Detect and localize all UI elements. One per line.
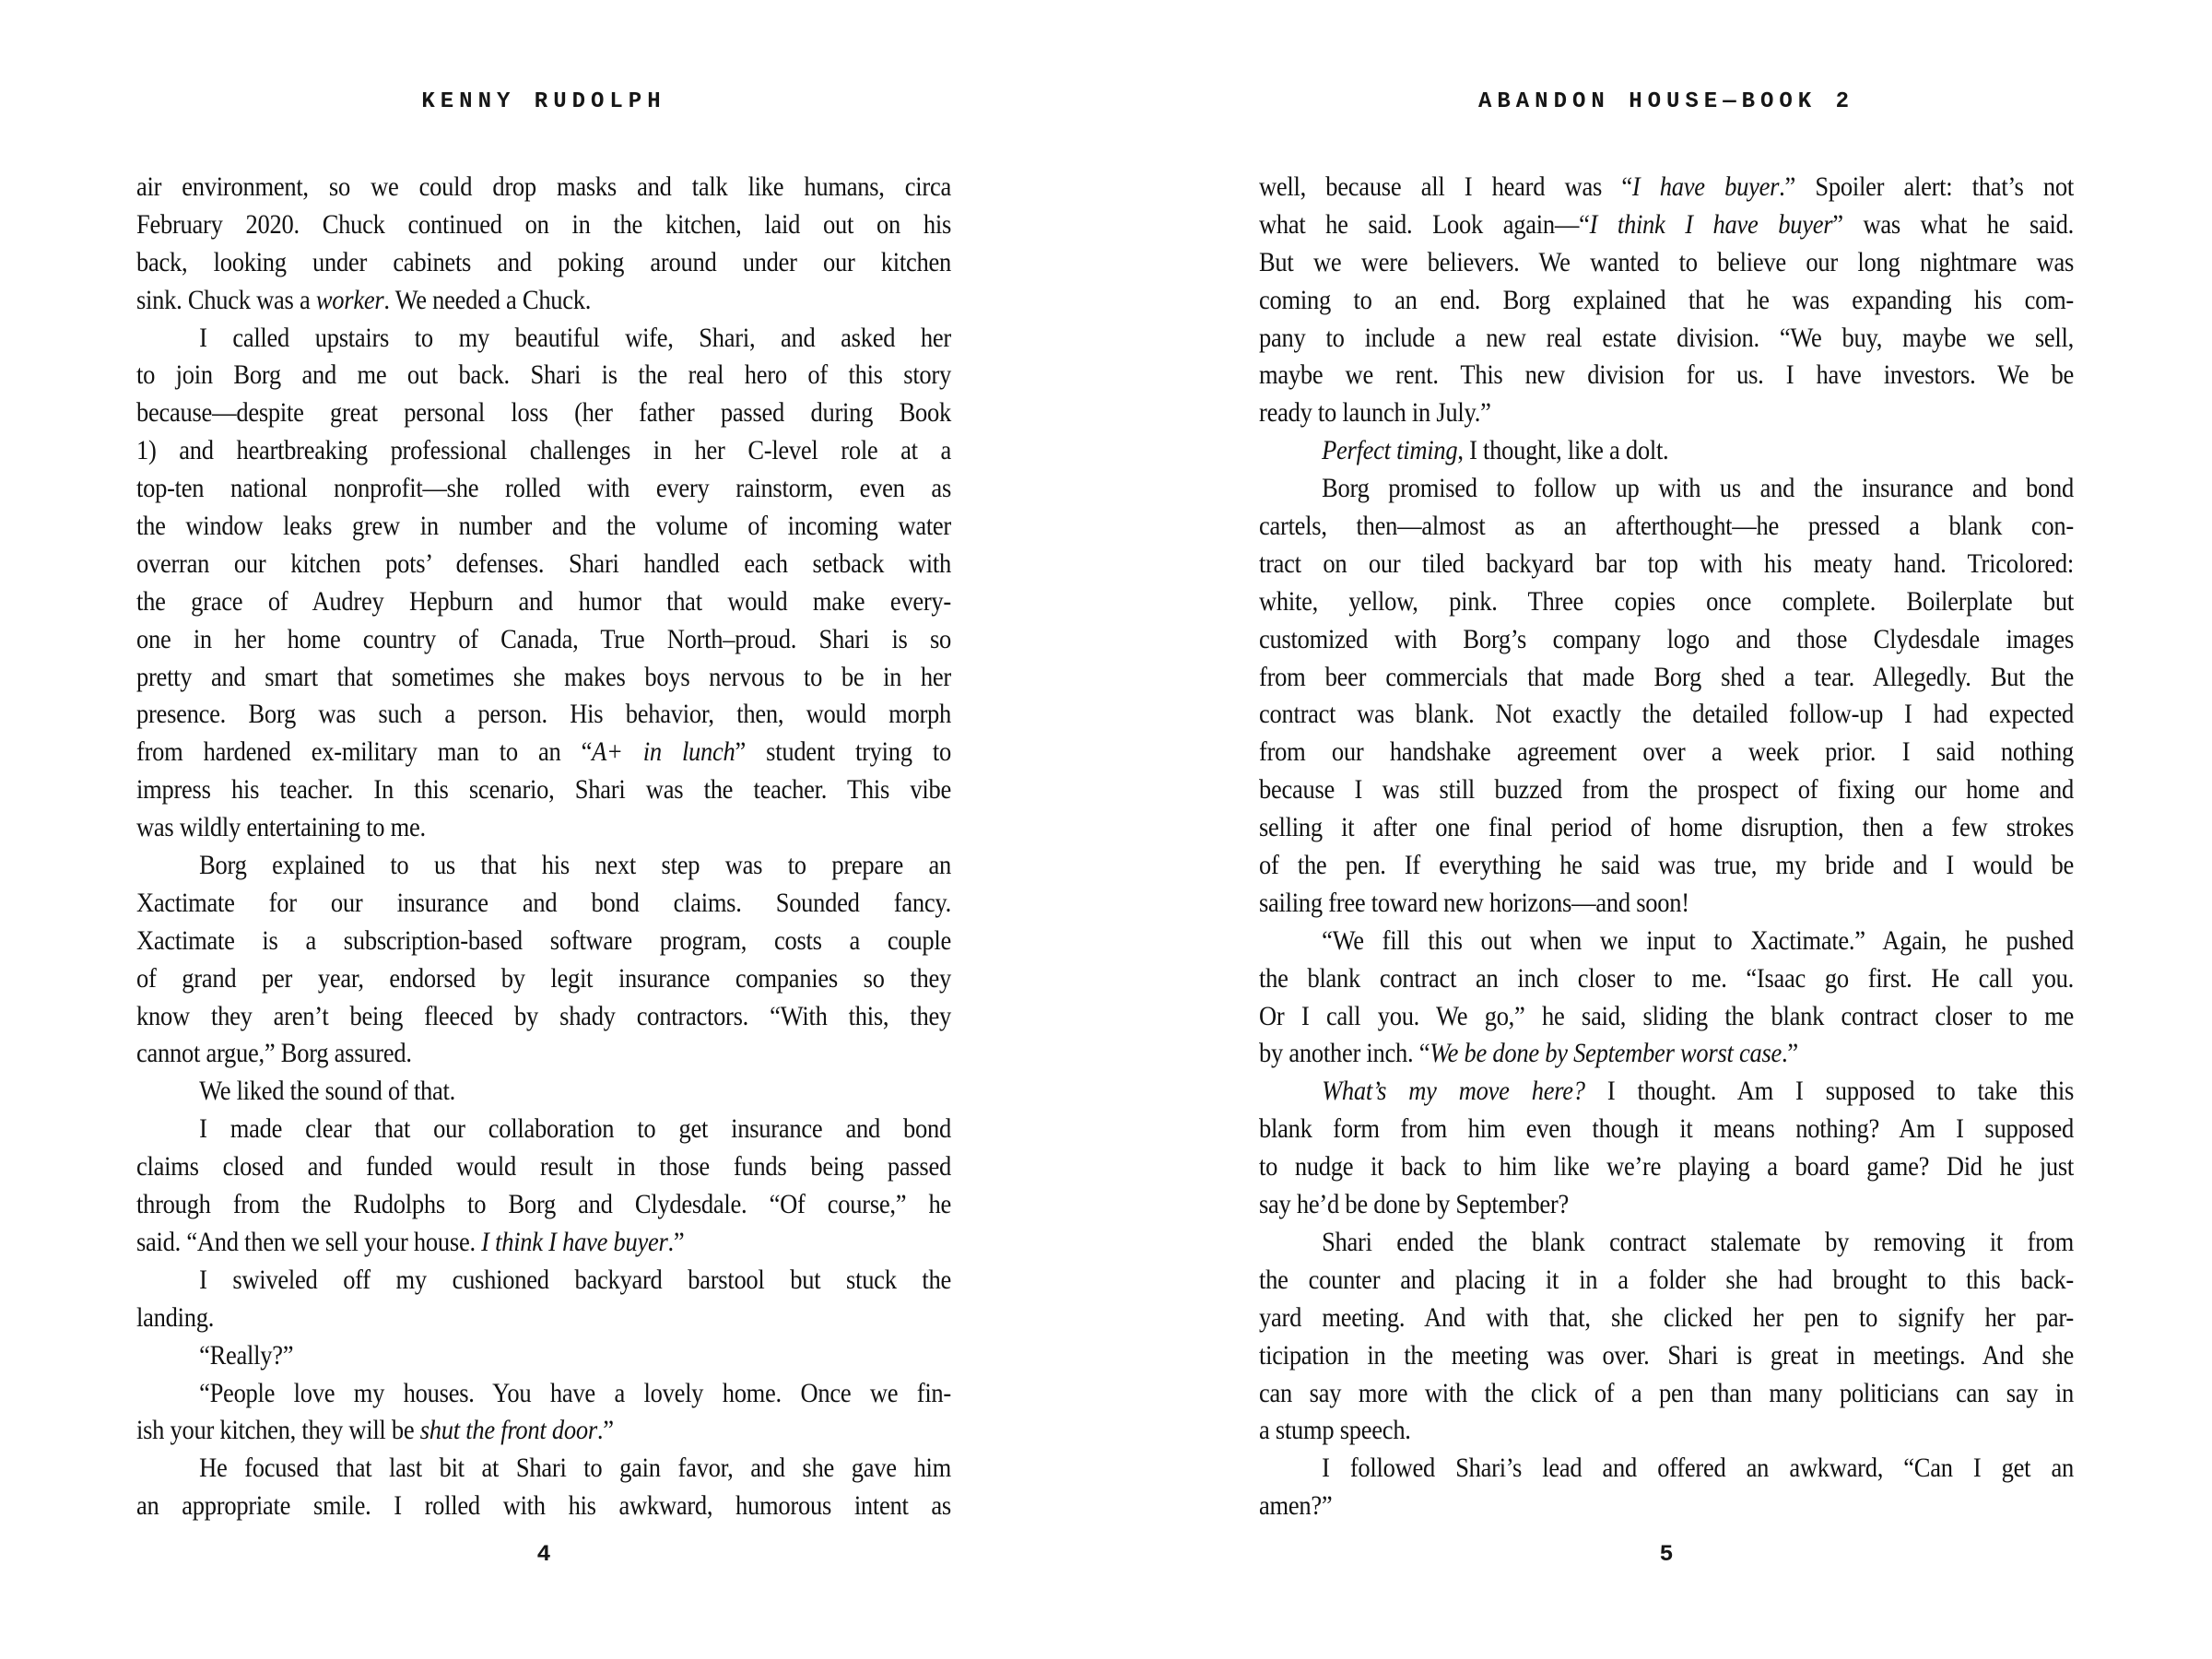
text-line: [136, 470, 951, 508]
text-run: .”: [596, 1415, 614, 1446]
text-run: ” student trying to: [735, 736, 951, 768]
text-line: [136, 583, 951, 621]
text-run: customized with Borg’s company logo and those Clydesdale images: [1259, 623, 2074, 654]
text-run: But we were believers. We wanted to believe our long nightmare was: [1259, 246, 2074, 277]
italic-text-run: I think I have buyer: [481, 1226, 668, 1257]
text-run: claims closed and funded would result in those funds being passed: [136, 1151, 951, 1182]
text-line: [136, 1488, 951, 1525]
text-line: [1259, 1375, 2074, 1413]
text-run: because—despite great personal loss (her father passed during Book: [136, 397, 951, 429]
text-run: the blank contract an inch closer to me. “Isaac go first. He call you.: [1259, 962, 2074, 994]
text-run: said. “And then we sell your house.: [136, 1226, 482, 1257]
text-line: [1259, 621, 2074, 659]
text-line: [136, 244, 951, 282]
text-run: I thought. Am I supposed to take this: [1584, 1076, 2075, 1107]
text-run: the grace of Audrey Hepburn and humor that would make every-: [136, 585, 951, 617]
text-line: [136, 960, 951, 998]
text-run: from our handshake agreement over a week prior. I said nothing: [1259, 736, 2074, 768]
text-line: [1259, 1111, 2074, 1148]
text-run: 1) and heartbreaking professional challenges in her C-level role at a: [136, 435, 951, 466]
text-line: [136, 357, 951, 394]
italic-text-run: I think I have buyer: [1589, 208, 1833, 240]
italic-text-run: What’s my move here?: [1322, 1076, 1585, 1107]
text-line: [1259, 1488, 2074, 1525]
text-run: Xactimate for our insurance and bond claims. Sounded fancy.: [136, 887, 951, 918]
text-line: [1259, 1412, 2074, 1450]
text-line: [136, 923, 951, 960]
text-line: [1259, 583, 2074, 621]
text-line: [136, 1224, 951, 1262]
text-run: pany to include a new real estate division. “We buy, maybe we sell,: [1259, 322, 2074, 353]
text-run: Borg promised to follow up with us and the insurance and bond: [1322, 473, 2074, 504]
text-line: [136, 1412, 951, 1450]
text-line: [1259, 1300, 2074, 1337]
text-run: to join Borg and me out back. Shari is the real hero of this story: [136, 359, 951, 391]
text-line: [136, 1111, 951, 1148]
text-line: [1259, 998, 2074, 1036]
text-run: cannot argue,” Borg assured.: [136, 1038, 412, 1069]
text-run: yard meeting. And with that, she clicked her pen to signify her par-: [1259, 1301, 2074, 1333]
text-line: [136, 508, 951, 546]
text-run: back, looking under cabinets and poking around under our kitchen: [136, 246, 951, 277]
text-line: [136, 1262, 951, 1300]
text-line: [136, 282, 951, 320]
text-run: Borg explained to us that his next step was to prepare an: [199, 850, 951, 881]
text-run: pretty and smart that sometimes she makes boys nervous to be in her: [136, 661, 951, 692]
text-run: “We fill this out when we input to Xactimate.” Again, he pushed: [1322, 924, 2074, 956]
text-line: [136, 1450, 951, 1488]
text-line: [1259, 546, 2074, 583]
text-run: say he’d be done by September?: [1259, 1189, 1569, 1220]
text-run: tract on our tiled backyard bar top with his meaty hand. Tricolored:: [1259, 547, 2074, 579]
text-run: “People love my houses. You have a lovely home. Once we fin-: [199, 1377, 951, 1408]
text-run: because I was still buzzed from the prospect of fixing our home and: [1259, 774, 2074, 806]
text-run: landing.: [136, 1301, 215, 1333]
text-run: to nudge it back to him like we’re playing a board game? Did he just: [1259, 1151, 2074, 1182]
text-line: [1259, 1073, 2074, 1111]
text-run: top-ten national nonprofit—she rolled with every rainstorm, even as: [136, 473, 951, 504]
text-line: [136, 320, 951, 358]
text-line: [136, 432, 951, 470]
text-line: [1259, 282, 2074, 320]
text-run: one in her home country of Canada, True North–proud. Shari is so: [136, 623, 951, 654]
text-line: [1259, 244, 2074, 282]
text-run: We liked the sound of that.: [199, 1076, 456, 1107]
text-line: [136, 847, 951, 885]
page-text-column: [1259, 169, 2074, 1525]
text-line: [1259, 771, 2074, 809]
text-line: [136, 206, 951, 244]
text-run: Or I call you. We go,” he said, sliding the blank contract closer to me: [1259, 1000, 2074, 1031]
text-line: [1259, 206, 2074, 244]
text-run: .”: [1782, 1038, 1798, 1069]
text-run: presence. Borg was such a person. His behavior, then, would morph: [136, 699, 951, 730]
text-line: [1259, 169, 2074, 206]
text-run: an appropriate smile. I rolled with his awkward, humorous intent as: [136, 1490, 951, 1522]
text-line: [1259, 357, 2074, 394]
text-run: ish your kitchen, they will be: [136, 1415, 420, 1446]
text-line: [136, 1148, 951, 1186]
text-line: [1259, 432, 2074, 470]
text-line: [1259, 470, 2074, 508]
running-header-book-title: ABANDON HOUSE—BOOK 2: [1477, 89, 1855, 114]
text-run: .” Spoiler alert: that’s not: [1779, 171, 2075, 202]
page-number: 4: [536, 1541, 551, 1568]
text-run: from beer commercials that made Borg shed a tear. Allegedly. But the: [1259, 661, 2074, 692]
text-run: white, yellow, pink. Three copies once complete. Boilerplate but: [1259, 585, 2074, 617]
text-line: [1259, 1186, 2074, 1224]
text-line: [1259, 923, 2074, 960]
italic-text-run: We be done by September worst case: [1430, 1038, 1783, 1069]
text-run: ” was what he said.: [1832, 208, 2075, 240]
text-run: through from the Rudolphs to Borg and Clydesdale. “Of course,” he: [136, 1189, 951, 1220]
text-line: [136, 1186, 951, 1224]
text-run: overran our kitchen pots’ defenses. Shari handled each setback with: [136, 547, 951, 579]
page-text-column: [136, 169, 951, 1525]
text-run: I made clear that our collaboration to get insurance and bond: [199, 1113, 951, 1145]
text-run: I followed Shari’s lead and offered an awkward, “Can I get an: [1322, 1453, 2074, 1484]
text-line: [136, 885, 951, 923]
text-line: [1259, 394, 2074, 432]
text-run: . We needed a Chuck.: [383, 284, 592, 315]
text-run: by another inch. “: [1259, 1038, 1430, 1069]
text-line: [136, 621, 951, 659]
text-line: [136, 546, 951, 583]
text-run: air environment, so we could drop masks and talk like humans, circa: [136, 171, 951, 202]
text-line: [1259, 696, 2074, 734]
text-line: [136, 771, 951, 809]
text-run: contract was blank. Not exactly the detailed follow-up I had expected: [1259, 699, 2074, 730]
text-line: [136, 809, 951, 847]
italic-text-run: shut the front door: [419, 1415, 597, 1446]
text-line: [136, 1035, 951, 1073]
text-run: of grand per year, endorsed by legit insurance companies so they: [136, 962, 951, 994]
text-line: [1259, 847, 2074, 885]
text-line: [1259, 1148, 2074, 1186]
text-line: [1259, 659, 2074, 697]
running-header-author: KENNY RUDOLPH: [421, 89, 666, 114]
italic-text-run: I have buyer: [1631, 171, 1780, 202]
text-run: the counter and placing it in a folder she had brought to this back-: [1259, 1264, 2074, 1295]
text-run: I called upstairs to my beautiful wife, Shari, and asked her: [199, 322, 951, 353]
text-line: [136, 1337, 951, 1375]
page-left: [136, 0, 951, 1659]
text-line: [136, 169, 951, 206]
text-line: [136, 394, 951, 432]
page-number: 5: [1659, 1541, 1674, 1568]
text-line: [1259, 320, 2074, 358]
text-line: [1259, 734, 2074, 771]
text-run: , I thought, like a dolt.: [1457, 435, 1669, 466]
text-line: [1259, 1337, 2074, 1375]
text-run: I swiveled off my cushioned backyard barstool but stuck the: [199, 1264, 951, 1295]
text-run: know they aren’t being fleeced by shady contractors. “With this, they: [136, 1000, 951, 1031]
text-run: .”: [667, 1226, 685, 1257]
page-right: [1259, 0, 2074, 1659]
text-run: well, because all I heard was “: [1259, 171, 1632, 202]
text-line: [1259, 1035, 2074, 1073]
text-run: February 2020. Chuck continued on in the kitchen, laid out on his: [136, 208, 951, 240]
text-line: [136, 734, 951, 771]
text-run: impress his teacher. In this scenario, Shari was the teacher. This vibe: [136, 774, 951, 806]
text-run: blank form from him even though it means nothing? Am I supposed: [1259, 1113, 2074, 1145]
text-run: Shari ended the blank contract stalemate by removing it from: [1322, 1226, 2074, 1257]
text-run: can say more with the click of a pen than many politicians can say in: [1259, 1377, 2074, 1408]
text-run: sailing free toward new horizons—and soon!: [1259, 887, 1689, 918]
text-run: maybe we rent. This new division for us. I have investors. We be: [1259, 359, 2074, 391]
italic-text-run: Perfect timing: [1322, 435, 1458, 466]
text-run: a stump speech.: [1259, 1415, 1411, 1446]
text-run: cartels, then—almost as an afterthought—he pressed a blank con-: [1259, 511, 2074, 542]
text-run: selling it after one final period of home disruption, then a few strokes: [1259, 812, 2074, 843]
text-line: [1259, 885, 2074, 923]
italic-text-run: worker: [315, 284, 384, 315]
text-run: sink. Chuck was a: [136, 284, 316, 315]
text-run: what he said. Look again—“: [1259, 208, 1590, 240]
text-run: from hardened ex-military man to an “: [136, 736, 593, 768]
text-line: [136, 998, 951, 1036]
text-run: coming to an end. Borg explained that he was expanding his com-: [1259, 284, 2074, 315]
text-line: [136, 696, 951, 734]
text-line: [1259, 960, 2074, 998]
text-run: Xactimate is a subscription-based software program, costs a couple: [136, 924, 951, 956]
text-line: [136, 1073, 951, 1111]
italic-text-run: A+ in lunch: [592, 736, 735, 768]
text-line: [136, 1375, 951, 1413]
text-line: [1259, 1224, 2074, 1262]
text-line: [1259, 1450, 2074, 1488]
text-run: “Really?”: [199, 1339, 294, 1371]
text-run: was wildly entertaining to me.: [136, 812, 426, 843]
text-line: [1259, 508, 2074, 546]
text-line: [136, 1300, 951, 1337]
text-line: [1259, 809, 2074, 847]
text-line: [1259, 1262, 2074, 1300]
text-run: of the pen. If everything he said was true, my bride and I would be: [1259, 850, 2074, 881]
text-run: He focused that last bit at Shari to gain favor, and she gave him: [199, 1453, 951, 1484]
text-run: amen?”: [1259, 1490, 1333, 1522]
text-run: ready to launch in July.”: [1259, 397, 1491, 429]
text-line: [136, 659, 951, 697]
text-run: ticipation in the meeting was over. Shari is great in meetings. And she: [1259, 1339, 2074, 1371]
text-run: the window leaks grew in number and the volume of incoming water: [136, 511, 951, 542]
